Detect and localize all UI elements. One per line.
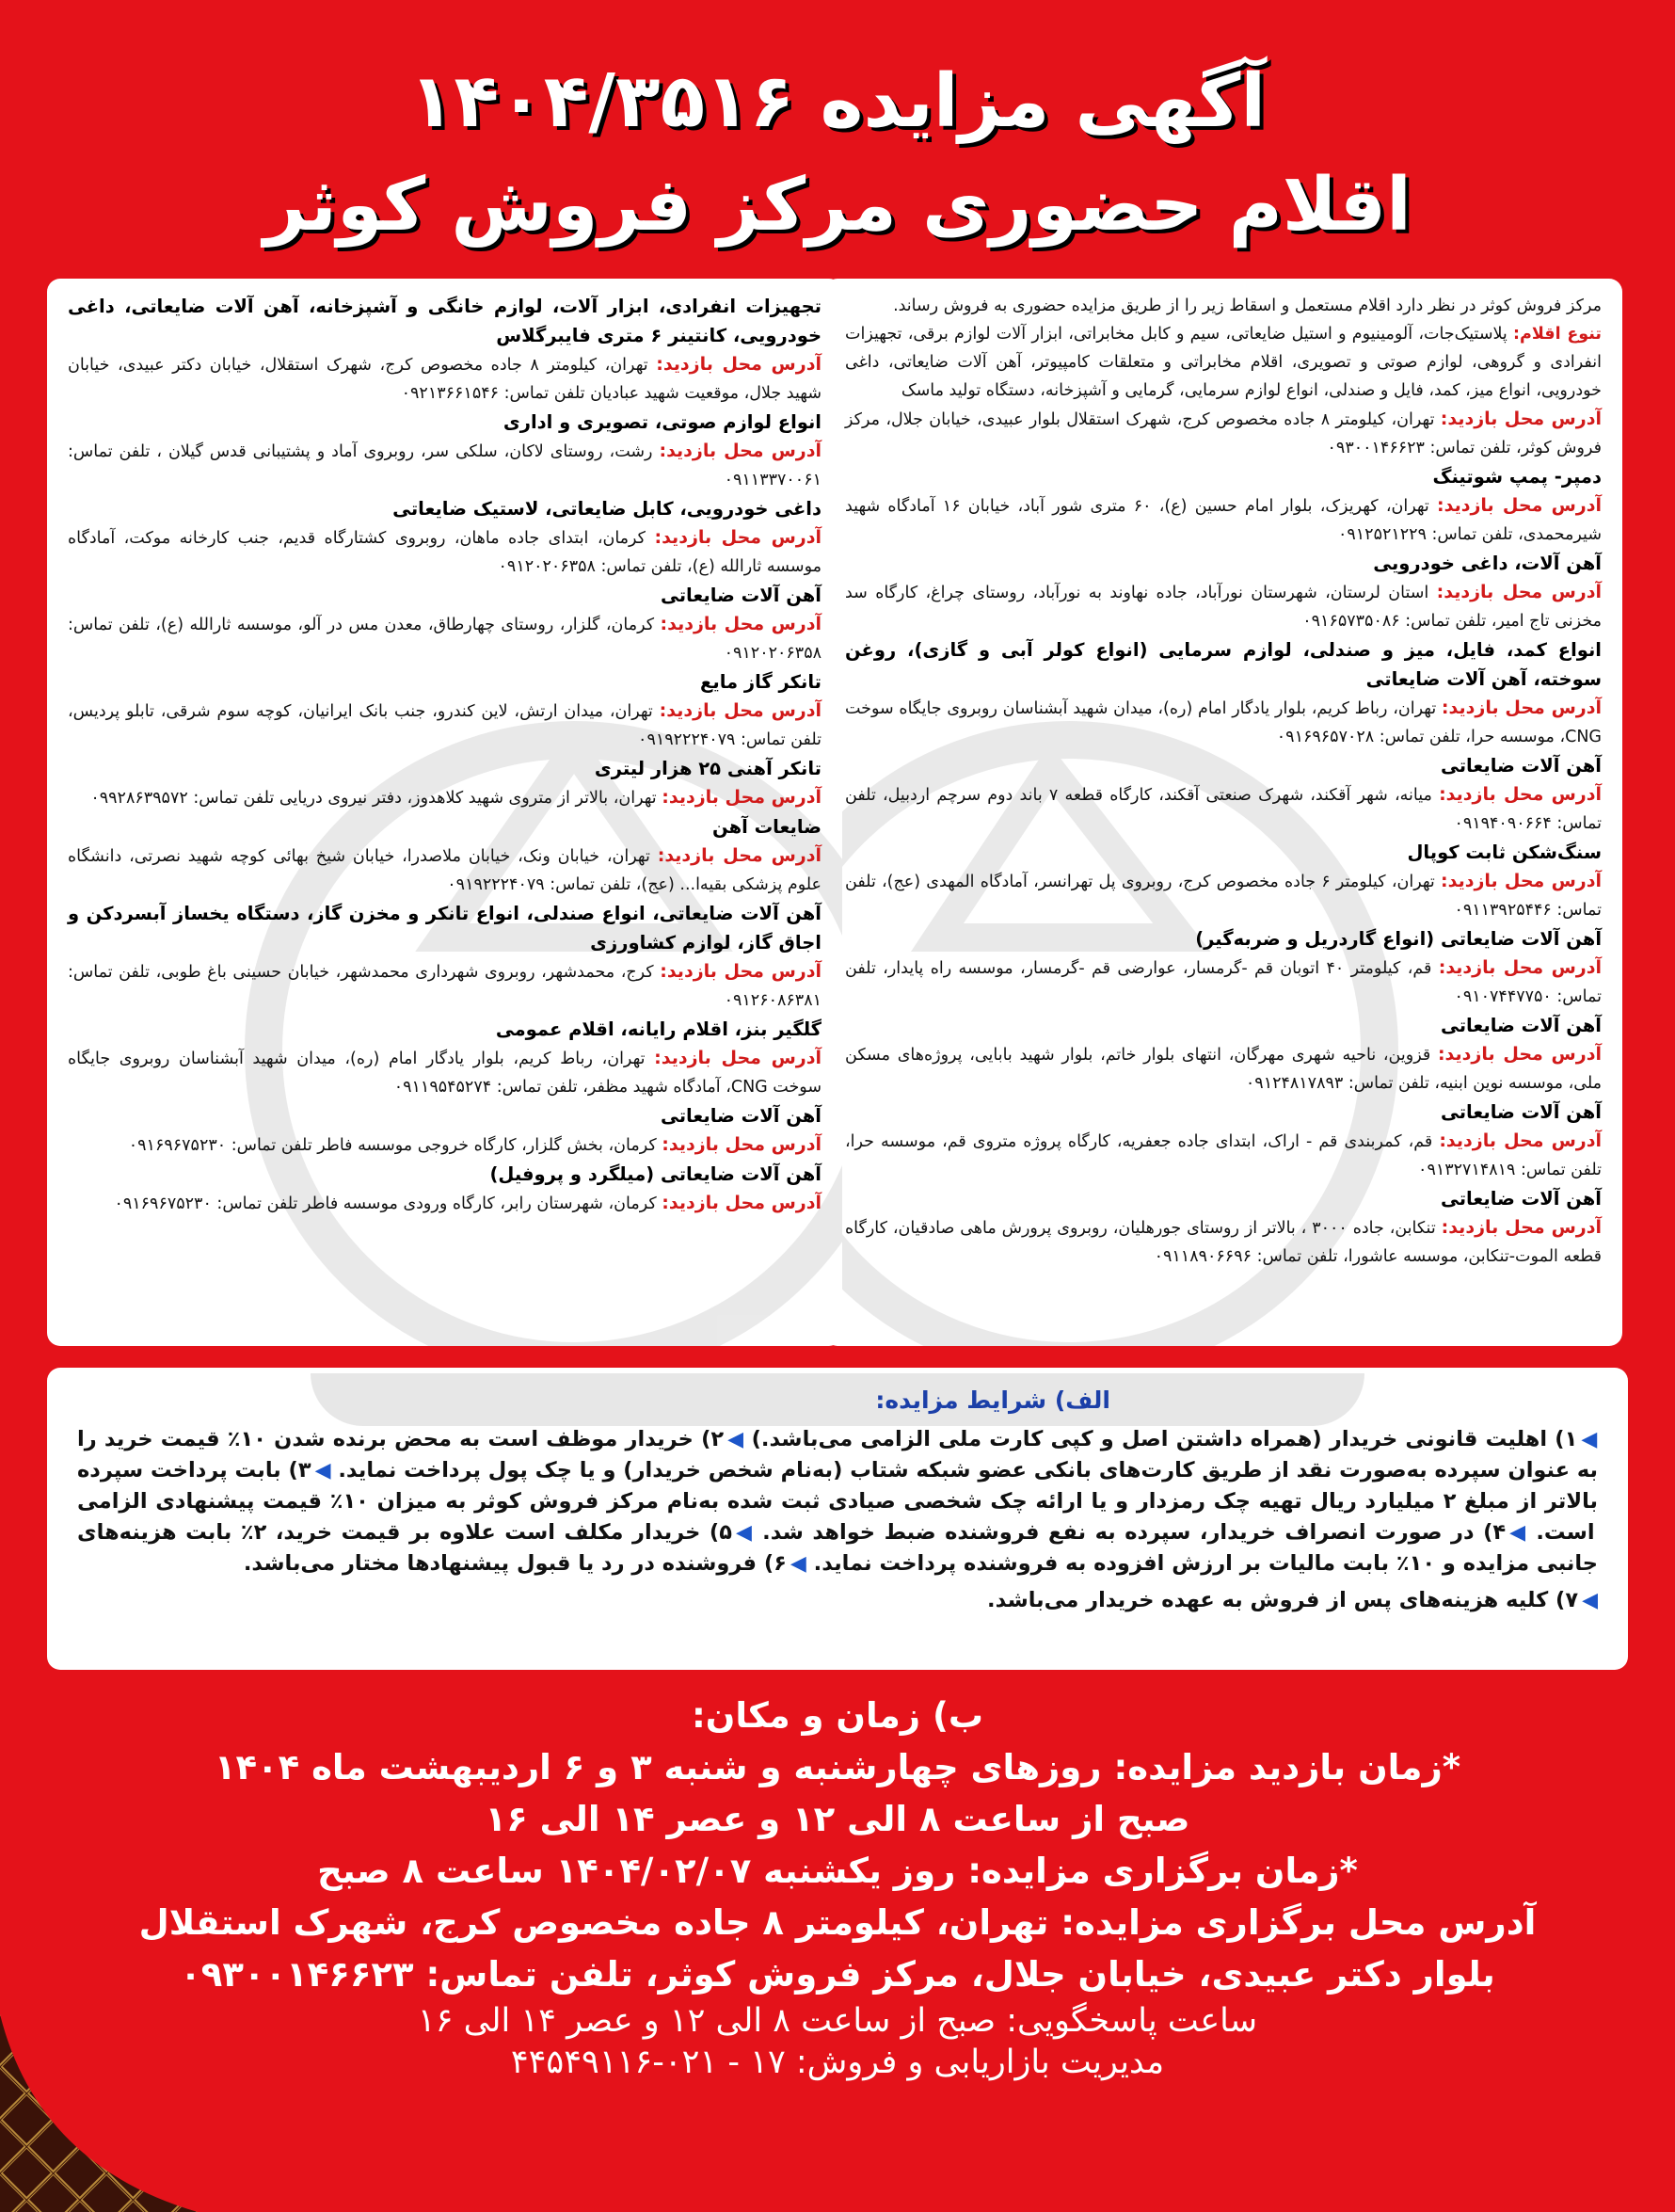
listing-item (68, 408, 822, 494)
auction-address-2: بلوار دکتر عبیدی، خیابان جلال، مرکز فروش کوثر، تلفن تماس: ۰۹۳۰۰۱۴۶۶۲۳ (180, 1954, 1495, 1995)
address-text: رشت، روستای لاکان، سلکی سر، روبروی آماد و پشتیبانی قدس گیلان ، تلفن تماس: ۰۹۱۱۳۳۷۰۰۶۱ (68, 442, 822, 489)
address-label: آدرس محل بازدید: (659, 700, 822, 721)
item-address (845, 1040, 1602, 1098)
address-text: میانه، شهر آقکند، شهرک صنعتی آقکند، کارگاه قطعه ۷ باند دوم سرچم اردبیل، تلفن تماس: ۰۹۱۹۴۰۹۰۶۶۴ (845, 786, 1602, 833)
item-title: انواع لوازم صوتی، تصویری و اداری (502, 411, 822, 433)
item-title: آهن آلات ضایعاتی (661, 585, 822, 606)
item-title: تانکر آهنی ۲۵ هزار لیتری (594, 758, 822, 779)
item-address (845, 694, 1602, 751)
visit-dates: *زمان بازدید مزایده: روزهای چهارشنبه و شنبه ۳ و ۶ اردیبهشت ماه ۱۴۰۴ (214, 1747, 1461, 1787)
listing-item (845, 635, 1602, 751)
listing-item (845, 1011, 1602, 1098)
item-title: آهن آلات ضایعاتی (1441, 1101, 1602, 1123)
item-address (845, 1213, 1602, 1271)
address-label: آدرس محل بازدید: (654, 527, 822, 548)
listing-item (68, 754, 822, 812)
item-title: آهن آلات، داغی خودرویی (1373, 553, 1602, 574)
condition-7: ۷) کلیه هزینه‌های پس از فروش به عهده خریدار می‌باشد. (987, 1588, 1579, 1612)
item-title: دمپر- پمپ شوتینگ (1432, 466, 1602, 488)
address-text: قم، کیلومتر ۴۰ اتوبان قم -گرمسار، عوارضی قم -گرمسار، موسسه راه پایدار، تلفن تماس: ۰۹۱۰۷۴۴۷۷۵۰ (845, 959, 1602, 1006)
address-label: آدرس محل بازدید: (660, 961, 822, 982)
item-address (68, 1044, 822, 1101)
item-title: گلگیر بنز، اقلام رایانه، اقلام عمومی (495, 1018, 822, 1040)
address-label: آدرس محل بازدید: (656, 354, 822, 375)
item-title: آهن آلات ضایعاتی (1441, 1015, 1602, 1036)
listing-panel-right (824, 279, 1622, 1346)
address-text: تهران، کیلومتر ۸ جاده مخصوص کرج، شهرک استقلال، خیابان دکتر عبیدی، خیابان شهید جلال، موقعیت شهید عبادیان تلفن تماس: ۰۹۲۱۳۶۶۱۵۴۶ (68, 356, 822, 403)
item-title: آهن آلات ضایعاتی (1441, 1188, 1602, 1210)
listing-item (68, 812, 822, 899)
notice-subtitle: اقلام حضوری مرکز فروش کوثر (263, 163, 1412, 248)
notice-title: آگهی مزایده ۱۴۰۴/۳۵۱۶ (408, 59, 1267, 144)
corner-pattern-icon (0, 2014, 198, 2212)
listing-panel-left (47, 279, 842, 1346)
address-text: کرمان، گلزار، روستای چهارطاق، معدن مس در آلو، موسسه ثارالله (ع)، تلفن تماس: ۰۹۱۲۰۲۰۶۳۵۸ (68, 616, 822, 663)
address-label: آدرس محل بازدید: (659, 441, 822, 461)
answer-hours: ساعت پاسخگویی: صبح از ساعت ۸ الی ۱۲ و عصر ۱۴ الی ۱۶ (417, 2002, 1258, 2040)
address-label: آدرس محل بازدید: (1437, 1044, 1602, 1065)
item-title: آهن آلات ضایعاتی (میلگرد و پروفیل) (489, 1163, 822, 1185)
item-address (68, 610, 822, 667)
address-label: آدرس محل بازدید: (1441, 697, 1602, 718)
item-title: آهن آلات ضایعاتی (انواع گاردریل و ضربه‌گیر) (1195, 928, 1602, 950)
item-address (68, 783, 822, 812)
listing-item (845, 549, 1602, 635)
item-address (845, 491, 1602, 549)
address-text: تهران، کیلومتر ۸ جاده مخصوص کرج، شهرک استقلال بلوار عبیدی، خیابان جلال، مرکز فروش کوثر، تلفن تماس: ۰۹۳۰۰۱۴۶۶۲۳ (845, 410, 1602, 457)
listing-item (68, 494, 822, 581)
listing-item (845, 1184, 1602, 1271)
arrow-icon: ◀ (1581, 1428, 1598, 1451)
address-label: آدرس محل بازدید: (660, 614, 822, 634)
address-text: کرمان، ابتدای جاده ماهان، روبروی کشتارگاه قدیم، جنب کارخانه موکت، آمادگاه موسسه ثارالله (ع)، تلفن تماس: ۰۹۱۲۰۲۰۶۳۵۸ (68, 529, 822, 576)
address-label: آدرس محل بازدید: (1439, 1130, 1602, 1151)
address-text: قزوین، ناحیه شهری مهرگان، انتهای بلوار خاتم، بلوار شهید بابایی، پروژه‌های مسکن ملی، موسسه نوین ابنیه، تلفن تماس: ۰۹۱۲۴۸۱۷۸۹۳ (845, 1046, 1602, 1093)
item-address (68, 697, 822, 754)
condition-4: ۴) در صورت انصراف خریدار، سپرده به نفع فروشنده ضبط خواهد شد. (762, 1520, 1507, 1545)
right-items-list (845, 405, 1602, 1271)
management-phone: مدیریت بازاریابی و فروش: ۱۷ - ۰۲۱-۴۴۵۴۹۱۱۶ (510, 2044, 1165, 2081)
address-label: آدرس محل بازدید: (657, 845, 822, 866)
item-address (68, 957, 822, 1015)
conditions-panel (47, 1368, 1628, 1670)
listing-item (845, 462, 1602, 549)
intro-text: مرکز فروش کوثر در نظر دارد اقلام مستعمل و اسقاط زیر را از طریق مزایده حضوری به فروش رساند. (893, 297, 1602, 315)
listing-item (68, 1015, 822, 1101)
condition-5: ۵) خریدار مکلف است علاوه بر قیمت خرید، ۲٪ بابت هزینه‌های جانبی مزایده و ۱۰٪ بابت مالیات بر ارزش افزوده به فروشنده پرداخت نماید. (77, 1520, 1598, 1576)
item-address (845, 780, 1602, 838)
address-label: آدرس محل بازدید: (662, 1134, 822, 1155)
item-title: تانکر گاز مایع (700, 671, 822, 693)
conditions-tail (77, 1585, 1598, 1616)
auction-address-1: آدرس محل برگزاری مزایده: تهران، کیلومتر ۸ جاده مخصوص کرج، شهرک استقلال (138, 1902, 1537, 1943)
arrow-icon: ◀ (1509, 1521, 1527, 1545)
address-text: استان لرستان، شهرستان نورآباد، جاده نهاوند به نورآباد، روستای چراغ، کارگاه سد مخزنی تاج امیر، تلفن تماس: ۰۹۱۶۵۷۳۵۰۸۶ (845, 584, 1602, 631)
conditions-text (77, 1424, 1598, 1579)
address-text: تهران، رباط کریم، بلوار یادگار امام (ره)، میدان شهید آبشناسان روبروی جایگاه سوخت CNG، موسسه حرا، تلفن تماس: ۰۹۱۶۹۶۵۷۰۲۸ (845, 699, 1602, 746)
arrow-icon: ◀ (735, 1521, 754, 1545)
listing-item (68, 667, 822, 754)
condition-6: ۶) فروشنده در رد یا قبول پیشنهادها مختار می‌باشد. (243, 1551, 787, 1576)
address-text: تهران، خیابان ونک، خیابان ملاصدرا، خیابان شیخ بهائی کوچه شهید نصرتی، دانشگاه علوم پزشکی بقیه‌ا... (عج)، تلفن تماس: ۰۹۱۹۲۲۲۴۰۷۹ (68, 847, 822, 894)
arrow-icon: ◀ (1582, 1589, 1598, 1612)
listing-item (68, 292, 822, 408)
address-label: آدرس محل بازدید: (1441, 871, 1602, 891)
address-text: کرج، محمدشهر، روبروی شهرداری محمدشهر، خیابان حسینی باغ طوبی، تلفن تماس: ۰۹۱۲۶۰۸۶۳۸۱ (68, 963, 822, 1010)
address-text: تهران، میدان ارتش، لاین کندرو، جنب بانک ایرانیان، کوچه سوم شرقی، تابلو پردیس، تلفن تماس: ۰۹۱۹۲۲۲۴۰۷۹ (68, 702, 822, 749)
auction-date: *زمان برگزاری مزایده: روز یکشنبه ۱۴۰۴/۰۲/۰۷ ساعت ۸ صبح (317, 1851, 1358, 1891)
item-address (845, 578, 1602, 635)
item-address (68, 1189, 822, 1218)
address-label: آدرس محل بازدید: (1438, 957, 1602, 978)
condition-1: ۱) اهلیت قانونی خریدار (همراه داشتن اصل و کپی کارت ملی الزامی می‌باشد.) (751, 1427, 1578, 1451)
item-address (845, 954, 1602, 1011)
item-address (68, 437, 822, 494)
address-text: تهران، کهریزک، بلوار امام حسین (ع)، ۶۰ متری شور آباد، خیابان ۱۶ آمادگاه شهید شیرمحمدی، تلفن تماس: ۰۹۱۲۵۲۱۲۲۹ (845, 497, 1602, 544)
item-address (68, 350, 822, 408)
variety-text: تنوع اقلام: پلاستیک‌جات، آلومینیوم و استیل ضایعاتی، سیم و کابل مخابراتی، ابزار آلات لوازم برقی، تجهیزات انفرادی و گروهی، لوازم صوتی و تصویری، اقلام مخابراتی و متعلقات کامپیوتر، آهن آلات ضایعاتی، داغی خودرویی، انواع میز، کمد، فایل و صندلی، انواع لوازم سرمایی، گرمایی و آشپزخانه، دستگاه تولید ماسک (845, 325, 1602, 400)
schedule-heading: ب) زمان و مکان: (691, 1695, 984, 1736)
address-label: آدرس محل بازدید: (654, 1048, 822, 1068)
arrow-icon: ◀ (314, 1459, 331, 1483)
item-title: آهن آلات ضایعاتی (1441, 755, 1602, 777)
address-label: آدرس محل بازدید: (1439, 784, 1602, 805)
listing-item (845, 924, 1602, 1011)
listing-item (68, 1160, 822, 1218)
arrow-icon: ◀ (727, 1428, 744, 1451)
address-text: تهران، بالاتر از متروی شهید کلاهدوز، دفتر نیروی دریایی تلفن تماس: ۰۹۹۲۸۶۳۹۵۷۲ (90, 789, 657, 808)
item-title: تجهیزات انفرادی، ابزار آلات، لوازم خانگی و آشپزخانه، آهن آلات ضایعاتی، داغی خودرویی، کانتینر ۶ متری فایبرگلاس (68, 296, 822, 346)
header (0, 55, 1675, 252)
address-label: آدرس محل بازدید: (1441, 1217, 1602, 1238)
schedule-section (0, 1690, 1675, 2083)
listing-item (68, 1101, 822, 1160)
visit-hours: صبح از ساعت ۸ الی ۱۲ و عصر ۱۴ الی ۱۶ (485, 1799, 1190, 1839)
address-text: تهران، کیلومتر ۶ جاده مخصوص کرج، روبروی پل تهرانسر، آمادگاه المهدی (عج)، تلفن تماس: ۰۹۱۱۳۹۲۵۴۴۶ (845, 873, 1602, 920)
address-label: آدرس محل بازدید: (1436, 582, 1602, 602)
condition-3: ۳) بابت پرداخت سپرده بالاتر از مبلغ ۲ میلیارد ریال تهیه چک رمزدار و یا ارائه چک شخصی صیادی ثبت شده به‌نام مرکز فروش کوثر به میزان ۱۰٪ قیمت پیشنهادی الزامی است. (77, 1458, 1598, 1545)
address-label: آدرس محل بازدید: (1437, 495, 1602, 516)
address-text: تنکابن، جاده ۳۰۰۰ ، بالاتر از روستای جورهلیان، روبروی پرورش ماهی صادقیان، کارگاه قطعه الموت-تنکابن، موسسه عاشورا، تلفن تماس: ۰۹۱۱۸۹۰۶۶۹۶ (845, 1219, 1602, 1266)
item-address (68, 523, 822, 581)
address-text: قم، کمربندی قم - اراک، ابتدای جاده جعفریه، کارگاه پروژه متروی قم، موسسه حرا، تلفن تماس: ۰۹۱۳۲۷۱۴۸۱۹ (845, 1132, 1602, 1179)
arrow-icon: ◀ (790, 1552, 806, 1576)
item-title: داغی خودرویی، کابل ضایعاتی، لاستیک ضایعاتی (392, 498, 822, 520)
conditions-heading: الف) شرایط مزایده: (875, 1386, 1110, 1414)
condition-2: ۲) خریدار موظف است به محض برنده شدن ۱۰٪ قیمت خرید را به عنوان سپرده به‌صورت نقد از طریق کارت‌های بانکی عضو شبکه شتاب (به‌نام شخص خریدار) و یا چک پول پرداخت نماید. (77, 1427, 1598, 1483)
item-title: آهن آلات ضایعاتی (661, 1105, 822, 1127)
address-label: آدرس محل بازدید: (662, 787, 822, 808)
address-text: کرمان، بخش گلزار، کارگاه خروجی موسسه فاطر تلفن تماس: ۰۹۱۶۹۶۷۵۲۳۰ (128, 1136, 657, 1155)
address-label: آدرس محل بازدید: (662, 1193, 822, 1213)
listing-item (68, 581, 822, 667)
item-address (845, 867, 1602, 924)
item-address (845, 405, 1602, 462)
listing-item (845, 838, 1602, 924)
item-title: ضایعات آهن (712, 816, 822, 838)
item-address (845, 1127, 1602, 1184)
listing-item (845, 405, 1602, 462)
address-label: آدرس محل بازدید: (1440, 409, 1602, 429)
item-title: آهن آلات ضایعاتی، انواع صندلی، انواع تانکر و مخزن گاز، دستگاه یخساز آبسردکن و اجاق گاز، لوازم کشاورزی (68, 903, 822, 954)
item-address (68, 842, 822, 899)
left-items-list (68, 292, 822, 1218)
listing-item (845, 1098, 1602, 1184)
listing-item (68, 899, 822, 1015)
item-address (68, 1130, 822, 1160)
item-title: سنگ‌شکن ثابت کوپال (1407, 842, 1602, 863)
listing-item (845, 751, 1602, 838)
conditions-tab (311, 1373, 1364, 1426)
address-text: کرمان، شهرستان رابر، کارگاه ورودی موسسه فاطر تلفن تماس: ۰۹۱۶۹۶۷۵۲۳۰ (114, 1194, 657, 1213)
address-text: تهران، رباط کریم، بلوار یادگار امام (ره)، میدان شهید آبشناسان روبروی جایگاه سوخت CNG، آمادگاه شهید مظفر، تلفن تماس: ۰۹۱۱۹۵۴۵۲۷۴ (68, 1050, 822, 1097)
item-title: انواع کمد، فایل، میز و صندلی، لوازم سرمایی (انواع کولر آبی و گازی)، روغن سوخته، آهن آلات ضایعاتی (845, 639, 1602, 690)
